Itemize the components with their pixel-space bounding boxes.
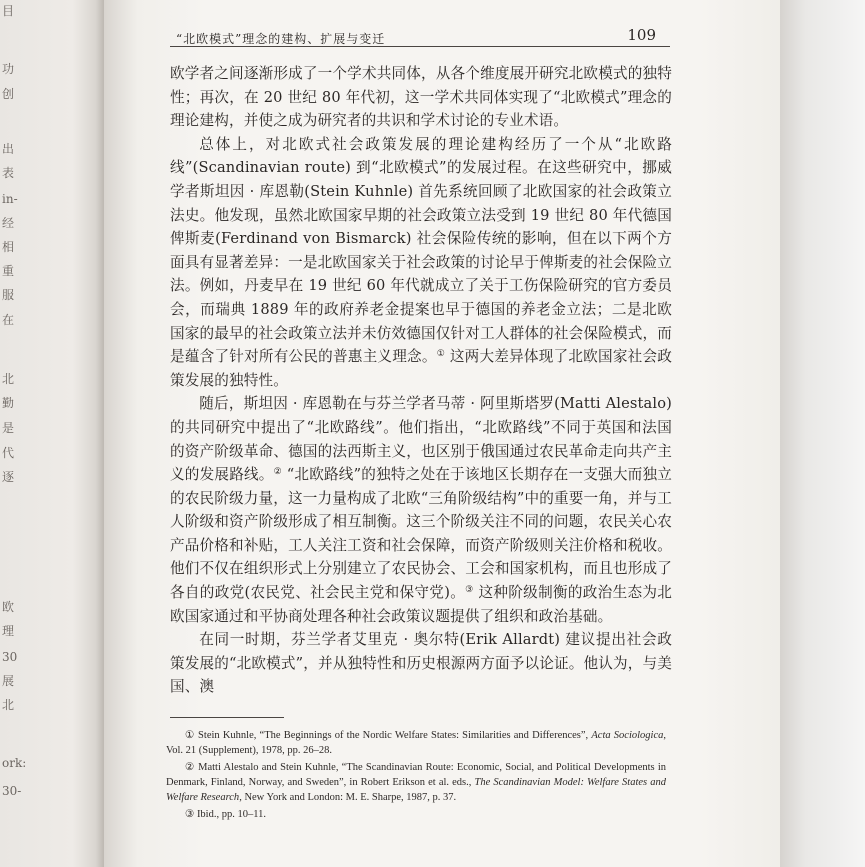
footnote-3-text: Ibid., pp. 10–11. (194, 809, 266, 820)
footnote-1-journal: Acta Sociologica (591, 730, 664, 741)
footnote-1-mark: ① (184, 730, 195, 741)
paragraph-2 (170, 133, 672, 393)
paragraph-3-text: 随后，斯坦因 · 库恩勒在与芬兰学者马蒂 · 阿里斯塔罗(Matti Alestalo) 的共同研究中提出了“北欧路线”。他们指出，“北欧路线”不同于英国和法国的资产阶级革命、德国的法西斯主义，也区别于俄国通过农民革命走向共产主义的发展路线。 (170, 395, 672, 484)
running-header (170, 22, 670, 47)
facing-page-fragment: ork: (2, 756, 27, 770)
facing-page-fragment: 创 (2, 87, 15, 101)
footnote-ref-1[interactable]: ① (436, 349, 445, 360)
facing-page-fragment: 服 (2, 288, 15, 302)
facing-page-fragment: 北 (2, 372, 15, 386)
paragraph-2-text: 总体上，对北欧式社会政策发展的理论建构经历了一个从“北欧路线”(Scandinavian route) 到“北欧模式”的发展过程。在这些研究中，挪威学者斯坦因 · 库恩勒(Stein Kuhnle) 首先系统回顾了北欧国家的社会政策立法史。他发现，虽然北欧国家早期的社会政策立法受到 19 世纪 80 年代德国俾斯麦(Ferdinand von Bismarck) 社会保险传统的影响，但在以下两个方面具有显著差异：一是北欧国家关于社会政策的讨论早于俾斯麦的社会保险立法。例如，丹麦早在 19 世纪 60 年代就成立了关于工伤保险研究的官方委员会，而瑞典 1889 年的政府养老金提案也早于德国的养老金立法；二是北欧国家的最早的社会政策立法并未仿效德国仅针对工人群体的社会保险模式，而是蕴含了针对所有公民的普惠主义理念。 (170, 135, 672, 366)
body-text (170, 62, 672, 699)
page-number: 109 (627, 26, 656, 44)
facing-page-fragment: 欧 (2, 600, 15, 614)
footnote-2-book: The Scandinavian Model: Welfare States and Welfare Research (166, 777, 666, 803)
facing-page-fragment: in- (2, 192, 18, 206)
footnote-1-tail: , Vol. 21 (Supplement), 1978, pp. 26–28. (166, 730, 666, 756)
footnote-divider (170, 717, 284, 718)
facing-page-fragment: 展 (2, 674, 15, 688)
facing-page-fragment: 经 (2, 216, 15, 230)
footnote-2-mark: ② (184, 762, 195, 773)
facing-page-fragment: 在 (2, 313, 15, 327)
facing-page-fragment: 30 (2, 650, 18, 664)
facing-page-fragment: 目 (2, 4, 15, 18)
paragraph-3 (170, 392, 672, 628)
facing-page-fragment: 出 (2, 142, 15, 156)
footnote-1-text: Stein Kuhnle, “The Beginnings of the Nordic Welfare States: Similarities and Differences”, (194, 730, 592, 741)
facing-page-fragment: 相 (2, 240, 15, 254)
facing-page-fragment: 理 (2, 624, 15, 638)
footnote-ref-3[interactable]: ③ (465, 585, 474, 596)
paragraph-1: 欧学者之间逐渐形成了一个学术共同体，从各个维度展开研究北欧模式的独特性；再次，在 20 世纪 80 年代初，这一学术共同体实现了“北欧模式”理念的理论建构，并使之成为研究者的共识和学术讨论的专业术语。 (170, 65, 672, 130)
page-edge-background (780, 0, 865, 867)
footnotes (166, 728, 666, 824)
facing-page-fragment: 勤 (2, 396, 15, 410)
paragraph-4: 在同一时期，芬兰学者艾里克 · 奥尔特(Erik Allardt) 建议提出社会政策发展的“北欧模式”，并从独特性和历史根源两方面予以论证。他认为，与美国、澳 (170, 631, 672, 696)
running-title: “北欧模式”理念的建构、扩展与变迁 (176, 32, 386, 46)
facing-page-fragment: 30- (2, 784, 22, 798)
footnote-2 (166, 760, 666, 805)
paragraph-2-tail: 这两大差异体现了北欧国家社会政策发展的独特性。 (170, 348, 673, 389)
footnote-3 (166, 807, 666, 822)
footnote-1 (166, 728, 666, 758)
facing-page-fragment: 功 (2, 62, 15, 76)
facing-page-fragment: 重 (2, 264, 15, 278)
facing-page-fragment: 代 (2, 446, 15, 460)
footnote-2-text: Matti Alestalo and Stein Kuhnle, “The Scandinavian Route: Economic, Social, and Political Developments in Denmark, Finland, Norway, and Sweden”, in Robert Erikson et al. eds., (166, 762, 666, 788)
footnote-2-tail: , New York and London: M. E. Sharpe, 1987, p. 37. (239, 792, 457, 803)
paragraph-3-tail: 这种阶级制衡的政治生态为北欧国家通过和平协商处理各种社会政策议题提供了组织和政治基础。 (170, 584, 673, 625)
facing-page-edge (0, 0, 104, 867)
facing-page-fragment: 表 (2, 166, 15, 180)
facing-page-fragment: 是 (2, 421, 15, 435)
footnote-ref-2[interactable]: ② (273, 467, 282, 478)
paragraph-3-mid: “北欧路线”的独特之处在于该地区长期存在一支强大而独立的农民阶级力量，这一力量构成了北欧“三角阶级结构”中的重要一角，并与工人阶级和资产阶级形成了相互制衡。这三个阶级关注不同的问题，农民关心农产品价格和补贴，工人关注工资和社会保障，而资产阶级则关注价格和税收。他们不仅在组织形式上分别建立了农民协会、工会和国家机构，而且也形成了各自的政党(农民党、社会民主党和保守党)。 (170, 466, 673, 602)
footnote-3-mark: ③ (184, 809, 195, 820)
facing-page-fragment: 北 (2, 698, 15, 712)
facing-page-fragment: 逐 (2, 470, 15, 484)
